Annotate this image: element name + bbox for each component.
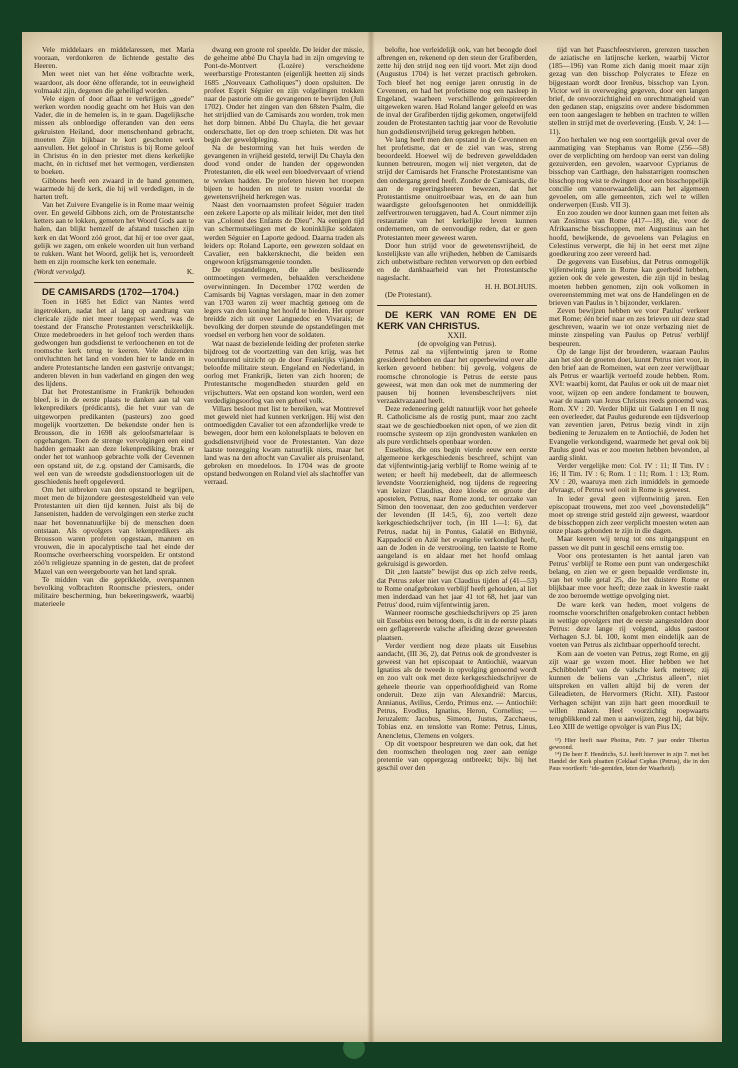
footnotes	[549, 737, 709, 772]
article-title: DE CAMISARDS (1702—1704.)	[42, 287, 179, 299]
continued-note: (Wordt vervolgd).	[34, 267, 86, 277]
paragraph: Om het uitbreken van den opstand te begrijpen, moet men de bijzondere geestesgesteldheid van vele Protestanten uit dien tijd kennen. Juist als bij de Jansenisten, hadden de vervolgingen een sterke zucht naar het bovennatuurlijke bij de menschen doen ontstaan. Als opvolgers van lekenpredikers als Brousson waren profeten opgestaan, mannen en vrouwen, die in apocalyptische taal het einde der Roomsche overheersching voorspelden. Er ontstond zóó'n religieuze spanning in de gesten, dat de profeet Mazel van een weergeboorte van het land sprak.	[34, 484, 194, 576]
paragraph: De gegevens van Eusebius, dat Petrus onmogelijk vijfentwintig jaren in Rome kan geerbeid hebben, gezien ook de vele gewesten, die zijn tijd in beslag moeten hebben genomen, zijn ook volkomen in overeenstemming met wat ons de Handelingen en de brieven van Paulus in 't bijzonder, verklaren.	[549, 257, 709, 307]
paragraph: dwang een groote rol speelde. De leider der missie, de geheime abbé Du Chayla had in zijn omgeving te Pont-de-Montvert (Lozère) verscheidene weerbarstige Protestanten (eigenlijk heetten zij sinds 1685 „Nouveaux Catholiques”) doen opsluiten. De profeet Esprit Séguier en zijn volgelingen trokken naar de pastorie om die gevangenen te bevrijden (Juli 1702). Onder het zingen van den 68sten Psalm, die het strijdlied van de Camisards zou worden, trok men het dorp binnen. Abbé Du Chayla, die het gevaar onderschatte, liet op den troep schieten. Dit was het begin der geweldpleging.	[204, 46, 364, 144]
paragraph: Te midden van die geprikkelde, overspannen bevolking volbrachten Roomsche priesters, onder militaire bescherming, hun bekeeringswerk, waarbij materieele	[34, 574, 194, 609]
paragraph: Van het Zuivere Evangelie is in Rome maar weinig over. En geweld Gibbons zich, om de Protestantsche ketters aan te lokken, gemeten het Woord Gods aan te halen, dan blijkt hemzelf de afstand tusschen zijn kerk en dat Woord zóó groot, dat hij er toe over gaat, gelijk we zagen, om enkele woorden uit hun verband te rukken. Want het Woord, gelijk het is, veroordeelt hem en zijn roomsche kerk ten eenemale.	[34, 199, 194, 267]
paragraph: Op de lange lijst der broederen, waaraan Paulus aan het slot de groeten doet, kunnt Petrus niet voor, in den brief aan de Romeinen, wat een zeer verwijtbaar als Petrus er waarlijk vertoefd zoude hebben. Rom. XVI: waarbij komt, dat Paulus er ook uit de maar niet voor, wijzen op een andere fondament te bouwen, waar de naam van Jezus Christus reeds genoemd was. Rom. XV : 20. Verder blijkt uit Galaten I en II nog een overleeder, dat Paulus gedurende een tijdsverloop van zeventien jaren, Petrus bezig vindt in zijn bediening te Jeruzalem en te Antiochië, de Joden het Evangelie verkondigend, waarmede het geval ook bij Paulus goed was er zoo moeten hebben bevonden, al aardig slinkt.	[549, 346, 709, 462]
paragraph: belofte, hoe verleidelijk ook, van het beoogde doel afbrengen en, rekenend op den steun der Grafiberden, zette hij den strijd nog een tijd voort. Met zijn dood (Augustus 1704) is het verzet practisch gebroken. Toch bleef het nog eenige jaren onrustig in de Cevennen, en had het profetisme nog een nasleep in Engeland, waarheen verschillende geïnspireerden uitgeweken waren. Had Roland langer geleefd en was de inval der Grafiberden tijdig gekomen, ongetwijfeld zouden de Protestanten tachtig jaar voor de Revolutie hun godsdienstvrijheid terug gekregen hebben.	[377, 46, 537, 136]
paragraph: Naast den voornaamsten profeet Séguier traden een zekere Laporte op als militair leider, met den titel van „Colonel des Enfants de Dieu”. Na eenigen tijd van schermutselingen met de koninklijke soldaten werden Séguier en Laporte gedood. Daarna traden als leiders op: Roland Laporte, een gewezen soldaat en Cavalier, een bakkersknecht, die beiden een ongewoon krijgsmansgenie toonden.	[204, 199, 364, 267]
paragraph: Vele eigen of door aflaat te verkrijgen „goede” werken worden noodig geacht om het Huis van den Vader, die in de hemelen is, in te gaan. Dagelijksche missen als onbloedige offeranden van den eens gekruisten Heiland, door menschenhand gebracht, moeten Zijn bijkbaar te kort geschoten werk aanvullen. Het geloof in Christus is bij Rome geloof in Christus én in den priester met diens kerkelijke macht, én in richtsef met het vermogen, verdiensten te boeken.	[34, 93, 194, 177]
paragraph: Na de bestorming van het huis werden de gevangenen in vrijheid gesteld, terwijl Du Chayla den dood vond onder de handen der opgewonden Protestanten, die elk weel een bloedvervaart of vriend te wreken hadden. De profeten hieven het troepen bijeen te houden en niet te rusten voordat de gewetensvrijheid herkregen was.	[204, 142, 364, 201]
newspaper-page	[22, 32, 722, 1042]
paragraph: Op dit voetspoor bespreuren we dan ook, dat het den roomschen theologen nog zeer aan eenige pretentie van oppergezag ontbreekt; bijv. bij het geschil over den	[377, 738, 537, 773]
column-3	[377, 46, 537, 1028]
paragraph: Toen in 1685 het Edict van Nantes werd ingetrokken, nadat het al lang op aandrang van clericale zijde niet meer toegepast werd, was de toestand der Fransche Protestanten verschrikkelijk. Onze medebroeders in het geloof toch werden thans gedwongen hun godsdienst te verloochenen en tot de roomsche kerk terug te keeren. Vele duizenden ontvluchtten het land en vonden hier te lande en in andere Protestantsche landen een gastvrije ontvangst; anderen bleven in hun vaderland en gingen den weg des lijdens.	[34, 297, 194, 388]
footnote: ¹⁴) De heer F. Hendrichs, S.J. heeft hierover in zijn 7. met het Handel der Kerk pluatten (Ceklaaf Cephas (Petrus), die in den Paus voortleeft: ‘ide-gemiden, leten der Waarheid).	[549, 751, 709, 773]
section-divider	[34, 282, 194, 283]
paragraph: Maar keeren wij terug tot ons uitgangspunt en passen we dit punt in geschil eens ernstig toe.	[549, 534, 709, 552]
paragraph: Dat het Protestantisme in Frankrijk behouden bleef, is in de eerste plaats te danken aan tal van lekenpredikers (prédicants), die het vuur van de uitgeworpen predikanten (pasteurs) zoo goed mogelijk voortzetten. De bekendste onder hen is Brousson, die in 1698 als geloofsmartelaar is opgehangen. Toen de strenge vervolgingen een eind hadden gemaakt aan deze lekenprediking, brak er onder het tot wanhoop gebrachte volk der Cevennen een opstand uit, de z.g. opstand der Camisards, die wel een van de wreedste godsdienstoorlogen uit de geschiedenis heeft opgeleverd.	[34, 387, 194, 486]
column-2	[204, 46, 364, 1028]
paragraph: Dit „ten laatste” bewijst dus op zich zelve reeds, dat Petrus zeker niet van Claudius tijden af (41—53) te Rome onafgebroken verblijf heeft gehouden, al liet men inderdaad van het jaar 41 tot 68, het jaar van Petrus' dood, ruim vijfentwintig jaren.	[377, 567, 537, 609]
paragraph: De ware kerk van heden, moet volgens de roomsche voorschriften onafgebroken contact hebben in wettige opvolgers met de eerste aangestelden door Petrus: deze lange rij volgend, aldus pastoor Verhagen S.J. bl. 100, komt men eindelijk aan de voeten van Petrus als zichtbaar opperhoofd terecht.	[549, 599, 709, 650]
author-initial: K.	[186, 267, 194, 277]
paragraph: Men weet niet van het éénе volbrachte werk, waardoor, als door ééne offerande, tot in eeuwigheid volmaakt zijn, degenen die geheiligd worden.	[34, 69, 194, 95]
page-fold	[367, 32, 375, 1042]
paragraph: Gibbons heeft een zwaard in de hand genomen, waarmede hij de kerk, die hij wil verdedigen, in de harten treft.	[34, 175, 194, 201]
footnote: ¹³) Hier heeft naar Photius, Petr. 7 jaar onder Tiberius gewoond.	[549, 737, 709, 752]
paragraph: In ieder geval geen vijfentwintig jaren. Een episcopaat trouwens, met zoo veel „bovenstedelijk” moet op strenge strid gesteld zijn geweest, waardoor de bisschoppen zich zeer verplicht moesten weten aan onze plaats gebonden te zijn in die dagen.	[549, 493, 709, 536]
paragraph: Eusebius, die ons begin vierde eeuw een eerste algemeene kerkgeschiedenis beschreef, schijnt van dat vijfentwintig-jarig verblijf te Rome weinig af te weten; er heeft hij medebeelt, dat de allermeesch levendste Voorzienigheid, nog tijdens de regeering van keizer Claudius, deze kloeke en groote der apostelen, Petrus, naar Rome zond, ter oorzake van Simon den toovenaar, den zoo geduchten verderver der levenden (II 14:5, 6), zoo vertelt deze kerkgeschiedschrijver toch, (in III 1—1: 6), dat Petrus, nadat hij in Pontus, Galatië en Bithynië, Kappadocië en Azië het evangelie verkondigd heeft, aan de Joden in de verstrooiing, ten laatste te Rome aangeland is en aldaar met het hoofd omlaag gekruisigd is geworden.	[377, 445, 537, 569]
paragraph: Verder verdient nog deze plaats uit Eusebius aandacht, (III 36, 2), dat Petrus ook de grondvester is geweest van het episcopaat te Antiochië, waarvan Ignatius als de tweede in opvolging genoemd wordt en zoo valt ook met deze kerkgeschiedschrijver de geheele theorie van opperhoofdigheid van Rome onderuit. Deze zijn van Alexandrië: Marcus, Annianus, Avilius, Cerdo, Primus enz. — Antiochië: Petrus, Evodius, Ignatius, Heron, Cornelius; — Jeruzalem: Jacobus, Simeon, Justus, Zacchaeus, Tobias enz. en tenslotte van Rome: Petrus, Linus, Anencletus, Clemens en volgers.	[377, 640, 537, 740]
source-note: (De Protestant).	[385, 289, 432, 299]
author-signature: H. H. BOLHUIS.	[485, 281, 537, 291]
paragraph: Petrus zal na vijfentwintig jaren te Rome gresideerd hebben en daar het opperbewind over alle kerken gevoerd hebben: bij gevolg, volgens de roomsche chronologie is Petrus de eerste paus geweest, wat men dan ook met de nummering der pausen bij honnen levensbeschrijvers niet verzaaktvazaand heeft.	[377, 347, 537, 406]
paragraph: Verder vergelijke men: Col. IV : 11; II Tim. IV : 16; II Tim. IV : 6; Rom. 1 : 11; Rom. 1 : 13; Rom. XV : 20, waaruya men zich inmiddels in gemoede afvraagt, of Petrus wel ooit in Rome is geweest.	[549, 460, 709, 495]
paragraph: Zoo herhalen we nog een soortgelijk geval over de aanmatiging van Stephanus van Rome (256—58) over de verplichting om herdoop van eerst van doling gezuiverden, een gevolen, waarvoor Cyprianus de bisschop van Carthage, den halsstarrigen roomschen bisschop nog wist te dwingen door een bisschoppelijk concilie om vanoorwaardelijk, aan het algemeen gevoelen, om alle gemeenten, zich wel te willen onderwerpen (Eusb. VII 3).	[549, 134, 709, 209]
paragraph: Door hun strijd voor de gewetensvrijheid, de kostelijkste van alle vrijheden, hebben de Camisards zich onbetwistbare rechten verworven op den eerbied en de dankbaarheid van het Protestantsche nageslacht.	[377, 240, 537, 283]
article-subtitle: (de opvolging van Petrus).	[417, 339, 497, 348]
paragraph: Ve lang heeft men den opstand in de Cevennen en het profetisme, dat er de ziel van was, streng beoordeeld. Hoewel wij de bedreven gewelddaden kunnen betreuren, mogen wij niet vergeten, dat de strijd der Camisards het Fransche Protestantisme van den ondergang gered heeft. Zonder de Camisards, die aan de regeeringsheeren bewezen, dat het Protestantisme onuitroeibaar was, en de aan hun waardigste geloofsgenooten het onmiddellijk zelfvertrouwen teruggaven, had A. Court nimmer zijn restauratie van het kerkelijke leven kunnen ondernemen, om de eenvoudige reden, dat er geen Protestanten meer geweest waren.	[377, 134, 537, 242]
paragraph: Wanneer roomsche geschiedschrijvers op 25 jaren uit Eusebius een betoog doen, is dit in de eerste plaats een geflagereerde valsche afleiding dezer geweesten plaatsen.	[377, 608, 537, 642]
paragraph: Deze redeneering geldt natuurlijk voor het geheele R. Catholicisme als de rostig punt, maar zoo zacht staat we de geschiedboeken niet open, of we zien dit roomsche systeem op zijn grondvesten wankelen en als pure verdichtsels openbaar worden.	[377, 404, 537, 446]
paragraph: Voor ons protestanten is het aantal jaren van Petrus' verblijf te Rome een punt van ondergeschikt belang, en zien we er geen bepaalde verdienste in, van het volle getal 25, die het duistere Rome er blijkbaar mee voor heeft; deze zaak in kwestie raakt de zoo beroemde wettige opvolging niet.	[549, 550, 709, 601]
article-title: DE KERK VAN ROME EN DE KERK VAN CHRISTUS.	[377, 309, 537, 332]
paragraph: Villars besloot met list te bereiken, wat Montrevel met geweld niet had kunnen verkrijgen. Hij wist den ontmoedigden Cavalier tot een afzonderlijke vrede te bewegen, door hem een kolonelsplaats te beloven en godsdienstvrijheid voor de Protestanten. Van deze laatste toezegging kwam natuurlijk niets, maar het land was na den aftocht van Cavalier als pruisenland, gebroken en moedeloos. In 1704 was de groote opstand bedwongen en Roland viel als slachtoffer van verraad.	[204, 403, 364, 487]
paragraph: Wat naast de bezielende leiding der profeten sterke bijdroeg tot de voortzetting van den krijg, was het voortdurend uitzicht op de door Frankrijks vijanden beloofde militaire steun. Engeland en Nederland, in oorlog met Frankrijk, lieten van zich hooren; de Protestantsche mogendheden stuurden geld en vrijschutters. Wat een opstand kon worden, werd een verdedigingsoorlog van een geheel volk.	[204, 338, 364, 405]
section-divider	[377, 305, 537, 306]
column-1	[34, 46, 194, 1028]
paragraph: De opstandelingen, die alle beslissende ontmoetingen vermeden, behaalden verscheidene overwinningen. In December 1702 werden de Camisards bij Vagnas verslagen, maar in den zomer van 1703 waren zij weer machtig genoeg om de legers van den koning het hoofd te bieden. Het oproer breidde zich uit over Languedoc en Vivarais; de bevolking der dorpen steunde de opstandelingen met voedsel en verborg hen voor de soldaten.	[204, 265, 364, 340]
paragraph: Kom aan de voeten van Petrus, zegt Rome, en gij zijt waar ge wezen moet. Hier hebben we het „Schibboleth” van de valsche kerk meteen; zij kunnen de beliens van „Christus alleen”, niet uitspreken en vallen altijd bij de veren der Gileadieten, de Hervormers (Richt. XII). Pastoor Verhagen schijnt van zijn hart geen moordkuil te willen maken. Heel voorzichtig roepwaarts terugblikkend zal men u aanwijzen, zegt hij, dat bijv. Leo XIII de wettige opvolger is van Pius IX;	[549, 648, 709, 731]
paragraph: En zoo zouden we door kunnen gaan met feiten als van Zosimus van Rome (417—18), die, voor de Afrikaansche bisschoppen, met Augustinus aan het hoofd, bewijkende, de gevoelens van Pelagius en Celestinus verwerpt, die hij in het eerst met zijne goedkeuring zoo zeer vereerd had.	[549, 208, 709, 258]
paragraph: Zeven bewijzen hebben we voor Paulus' verkeer met Rome; één brief naar en zes brieven uit deze stad geschreven, waarin we tot onze verbazing niet de minste zinspeling van Paulus op Petrus' verblijf bespeuren.	[549, 306, 709, 348]
continuation-line	[34, 268, 194, 276]
paragraph: tijd van het Paaschfeestvieren, grerezen tusschen de aziatische en latijnsche kerken, waarbij Victor (185—196) van Rome zich danig moeit maar zijn gezag van den bisschop Polycrates te Efeze en bijgestaan wordt door Irenëus, bisschop van Lyon. Victor wel in overweging gegeven, door een langen brief, de onvoorzichtigheid en onrechtmatigheid van den gedanen stap, enigszins over andere bisdommen een toon aangeslagen te hebben en trachten te willen stellen in strijd met de overlevering. (Eusb. V, 24: 1—11).	[549, 46, 709, 136]
article-part-number: XXII.	[447, 330, 467, 340]
column-4	[549, 46, 709, 1028]
paragraph: Vele middelaars en middelaressen, met Maria vooraan, verdonkeren de lichtende gestalte des Heeren.	[34, 46, 194, 71]
